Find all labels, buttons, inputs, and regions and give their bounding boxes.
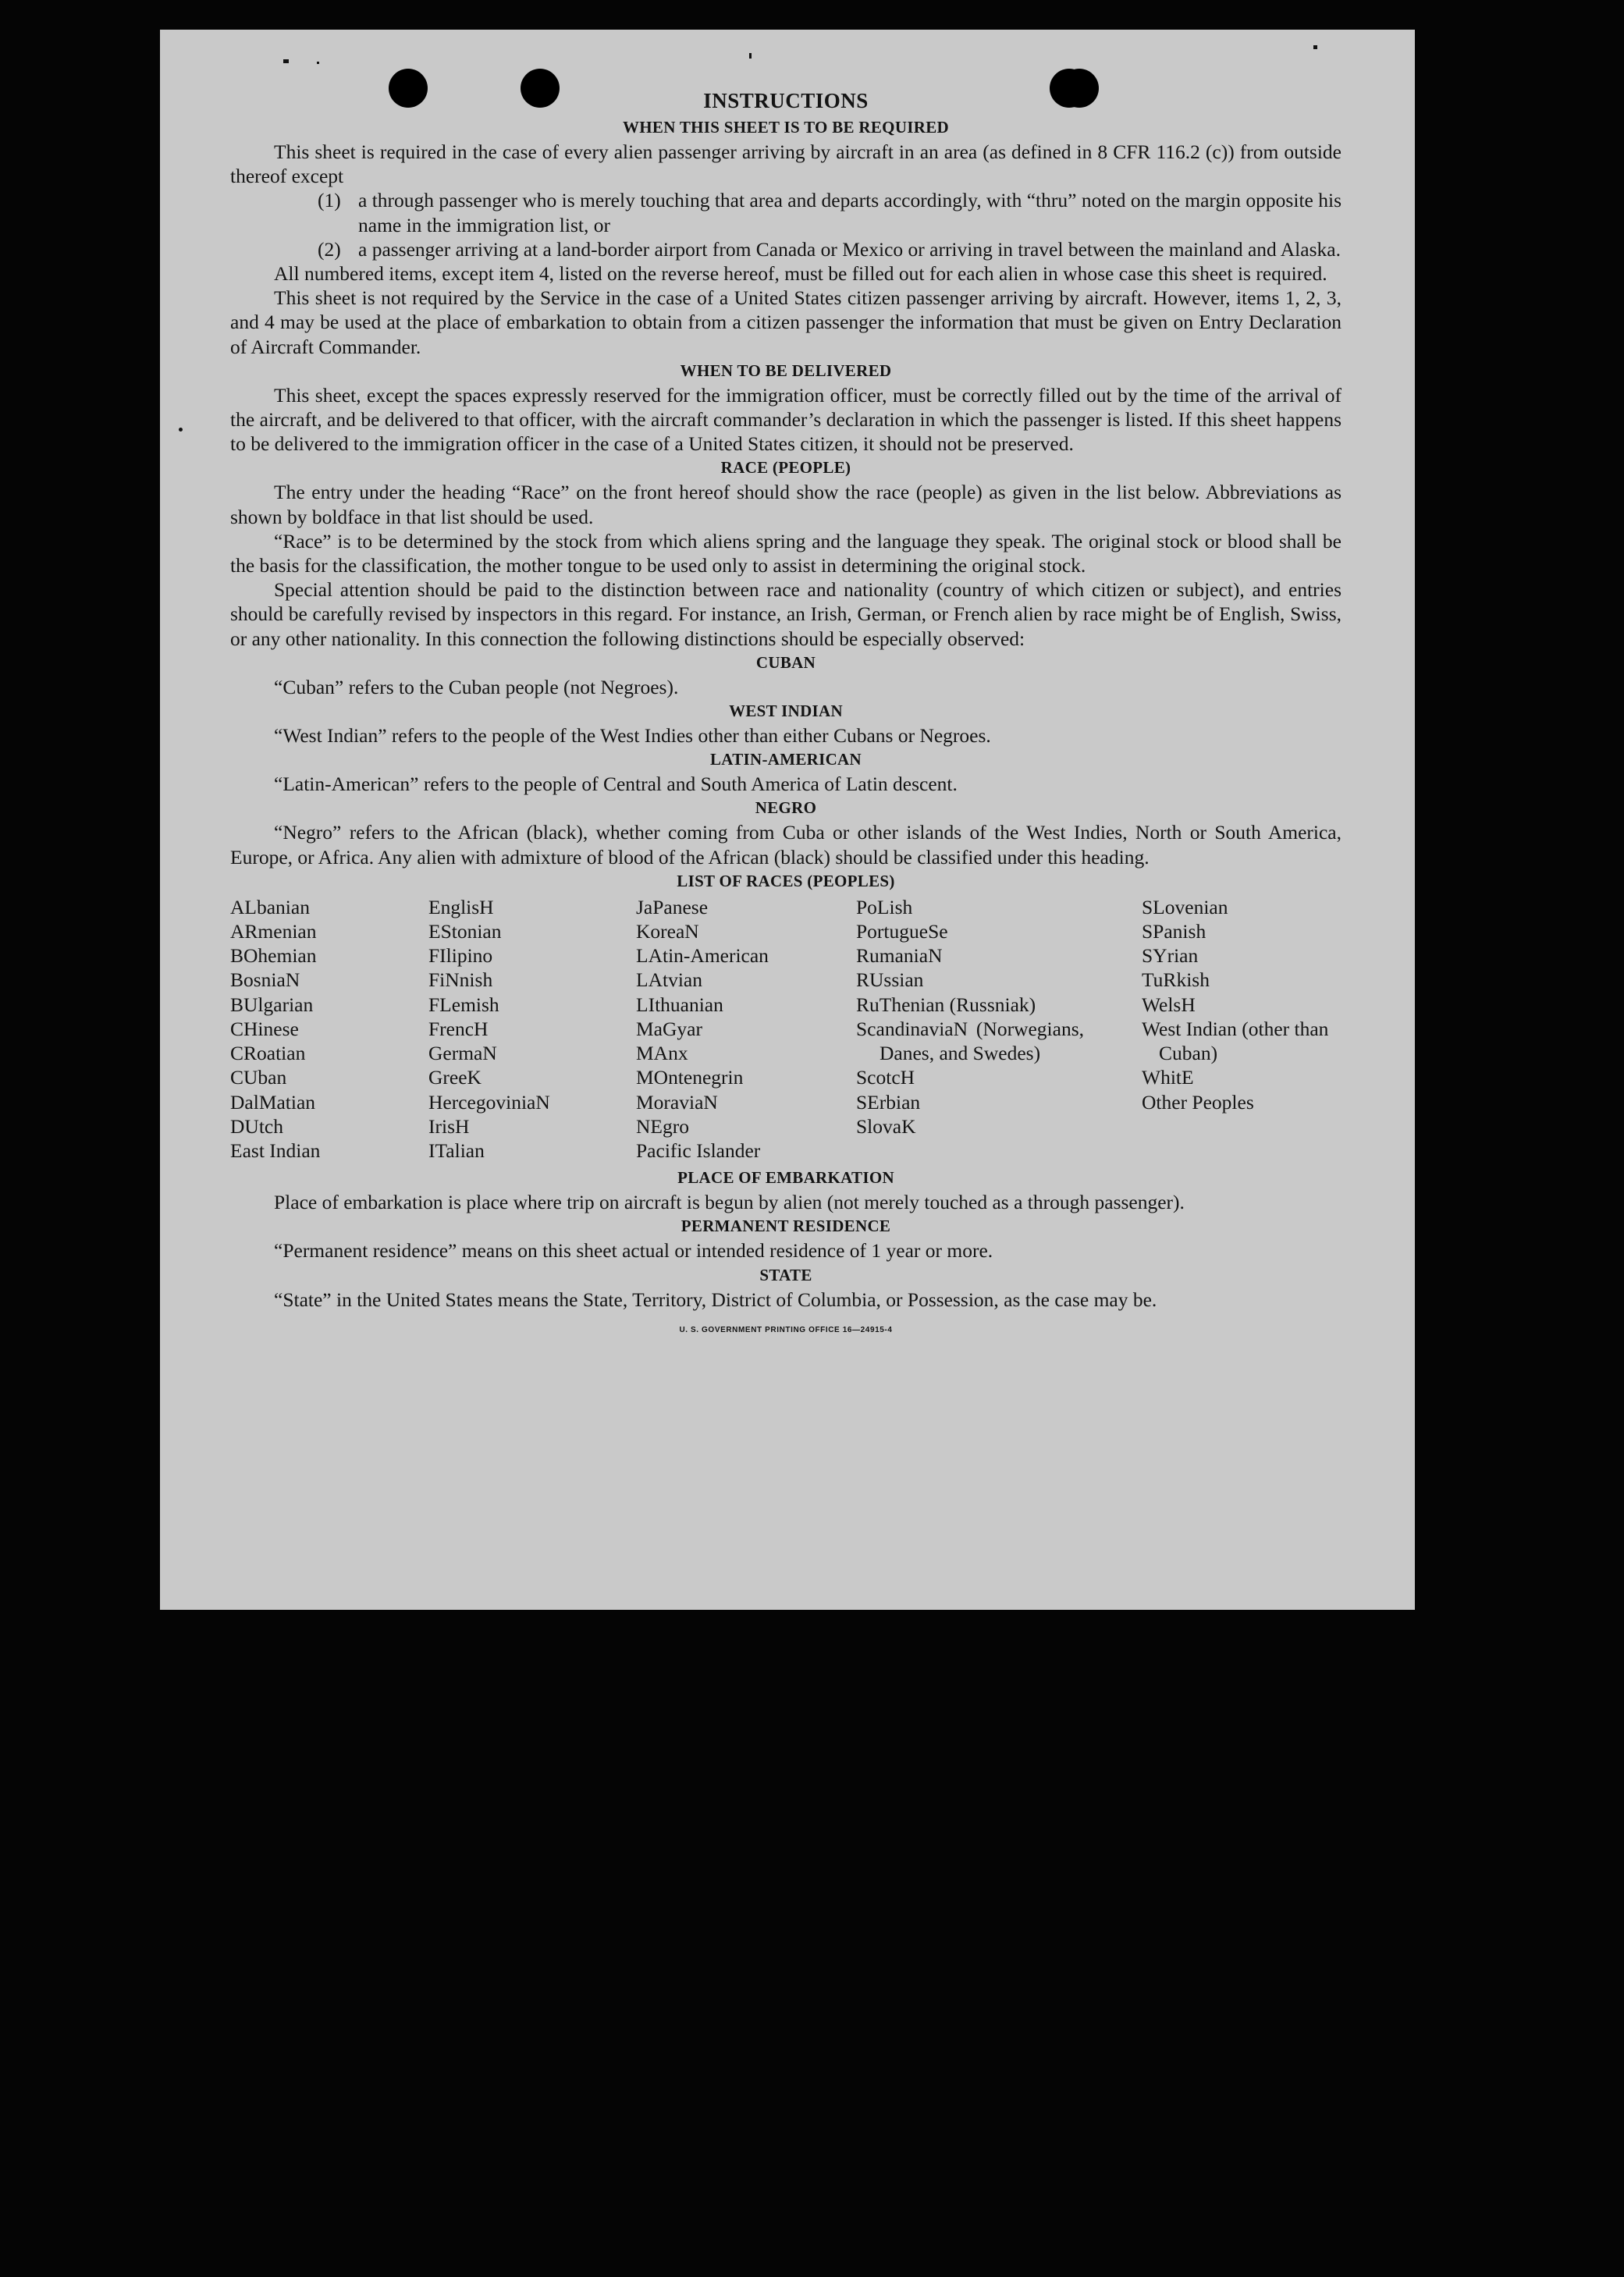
item-text: a through passenger who is merely touching that area and departs accordingly, with “thru” noted on the margin opposite his name in the immigration list, or [358,189,1341,236]
race-entry: ALbanian [230,895,310,918]
speck [749,53,752,59]
paragraph: “Cuban” refers to the Cuban people (not Negroes). [274,675,679,698]
paragraph: “Latin-American” refers to the people of Central and South America of Latin descent. [274,773,958,796]
race-entry: SPanish [1142,920,1206,943]
paragraph: All numbered items, except item 4, listed on the reverse hereof, must be filled out for each alien in whose case this sheet is required. [274,262,1327,286]
heading-embarkation: PLACE OF EMBARKATION [677,1168,894,1188]
item-number: (1) [318,189,341,212]
race-column [1142,895,1341,1163]
heading-state: STATE [759,1265,812,1284]
race-entry: NEgro [636,1114,689,1138]
paragraph: “Race” is to be determined by the stock from which aliens spring and the language they speak. The original stock or blood shall be the basis for the classification, the mother tongue to be used only to assist in determining the original stock. [230,529,1341,577]
race-entry: BosniaN [230,968,300,992]
race-entry: MoraviaN [636,1090,718,1114]
race-entry: SErbian [856,1090,921,1114]
race-entry: JaPanese [636,895,709,918]
heading-race: RACE (PEOPLE) [720,458,851,478]
heading-cuban: CUBAN [755,652,816,672]
heading-west-indian: WEST INDIAN [729,702,843,721]
race-entry: SYrian [1142,944,1199,968]
race-entry: DalMatian [230,1090,316,1114]
paragraph: This sheet is required in the case of every alien passenger arriving by aircraft in an area (as defined in 8 CFR 116.2 (c)) from outside thereof except [230,140,1341,188]
race-entry: TuRkish [1142,968,1210,992]
race-column [428,895,636,1163]
speck [179,428,183,432]
race-entry: Other Peoples [1142,1090,1254,1114]
race-entry: CHinese [230,1017,299,1040]
race-entry: PoLish [856,895,913,918]
race-entry: KoreaN [636,920,699,943]
paragraph: The entry under the heading “Race” on the front hereof should show the race (people) as given in the list below. Abbreviations as shown by boldface in that list should be used. [230,481,1341,528]
race-entry: WhitE [1142,1066,1194,1089]
race-entry: ScandinaviaN (Norwegians, Danes, and Swedes) [856,1017,1084,1065]
race-column [230,895,428,1163]
race-entry: DUtch [230,1114,283,1138]
race-entry: WelsH [1142,993,1196,1016]
race-entry: East Indian [230,1138,321,1162]
race-column [856,895,1142,1163]
race-entry: EStonian [428,920,502,943]
race-entry: GermaN [428,1042,497,1065]
paragraph: This sheet, except the spaces expressly reserved for the immigration officer, must be correctly filled out by the time of the arrival of the aircraft, and be delivered to that officer, with the aircraft commander’s declaration in which the passenger is listed. If this sheet happens to be delivered to the immigration officer in the case of a United States citizen, it should not be preserved. [230,383,1341,456]
speck [1313,45,1317,49]
instruction-sheet [160,30,1415,1610]
speck [317,62,319,64]
race-entry: MAnx [636,1042,688,1065]
race-entry: PortugueSe [856,920,948,943]
race-list [230,895,1341,1163]
paragraph: “Permanent residence” means on this sheet actual or intended residence of 1 year or more. [274,1239,993,1263]
heading-permanent-residence: PERMANENT RESIDENCE [681,1217,891,1236]
heading-latin-american: LATIN-AMERICAN [710,750,862,769]
instructions-content [230,87,1341,1342]
race-entry: LIthuanian [636,993,723,1016]
heading-negro: NEGRO [755,798,817,818]
race-entry: FLemish [428,993,499,1016]
race-entry: SlovaK [856,1114,916,1138]
race-entry: EnglisH [428,895,494,918]
race-entry: SLovenian [1142,895,1228,918]
race-entry: IrisH [428,1114,470,1138]
race-entry: LAtin-American [636,944,769,968]
race-entry: CRoatian [230,1042,306,1065]
page-title: INSTRUCTIONS [703,89,869,112]
printer-imprint: U. S. GOVERNMENT PRINTING OFFICE 16—24915-4 [679,1325,893,1334]
race-entry: ScotcH [856,1066,915,1089]
race-entry: ARmenian [230,920,317,943]
paragraph: Special attention should be paid to the distinction between race and nationality (country of which citizen or subject), and entries should be carefully revised by inspectors in this regard. For instance, an Irish, German, or French alien by race might be of English, Swiss, or any other nationality. In this connection the following distinctions should be especially observed: [230,578,1341,650]
race-entry: RuThenian (Russniak) [856,993,1036,1016]
heading-when-required: WHEN THIS SHEET IS TO BE REQUIRED [622,118,949,137]
race-entry: BOhemian [230,944,317,968]
race-entry: West Indian (other than Cuban) [1142,1017,1329,1065]
race-entry: CUban [230,1066,287,1089]
item-number: (2) [318,237,341,261]
race-entry: HercegoviniaN [428,1090,550,1114]
item-text: a passenger arriving at a land-border airport from Canada or Mexico or arriving in travel between the mainland and Alaska. [358,237,1341,261]
paragraph: Place of embarkation is place where trip on aircraft is begun by alien (not merely touched as a through passenger). [274,1191,1185,1214]
heading-when-delivered: WHEN TO BE DELIVERED [680,361,892,380]
race-entry: FrencH [428,1017,489,1040]
numbered-item [230,188,1341,236]
race-entry: Pacific Islander [636,1138,761,1162]
race-entry: LAtvian [636,968,702,992]
paragraph: This sheet is not required by the Service in the case of a United States citizen passenger arriving by aircraft. However, items 1, 2, 3, and 4 may be used at the place of embarkation to obtain from a citizen passenger the information that must be given on Entry Declaration of Aircraft Commander. [230,286,1341,358]
race-entry: MaGyar [636,1017,702,1040]
race-entry: FIlipino [428,944,493,968]
paragraph: “West Indian” refers to the people of the West Indies other than either Cubans or Negroes. [274,724,991,748]
race-entry: FiNnish [428,968,493,992]
paragraph: “Negro” refers to the African (black), whether coming from Cuba or other islands of the West Indies, North or South America, Europe, or Africa. Any alien with admixture of blood of the African (black) should be classified under this heading. [230,821,1341,869]
race-entry: ITalian [428,1138,485,1162]
numbered-item [230,237,1341,261]
race-column [636,895,856,1163]
speck [283,59,289,63]
heading-list-of-races: LIST OF RACES (PEOPLES) [677,871,895,890]
race-entry: GreeK [428,1066,482,1089]
race-entry: BUlgarian [230,993,314,1016]
race-entry: MOntenegrin [636,1066,744,1089]
race-entry: RumaniaN [856,944,943,968]
race-entry: RUssian [856,968,924,992]
paragraph: “State” in the United States means the State, Territory, District of Columbia, or Possession, as the case may be. [274,1288,1157,1311]
